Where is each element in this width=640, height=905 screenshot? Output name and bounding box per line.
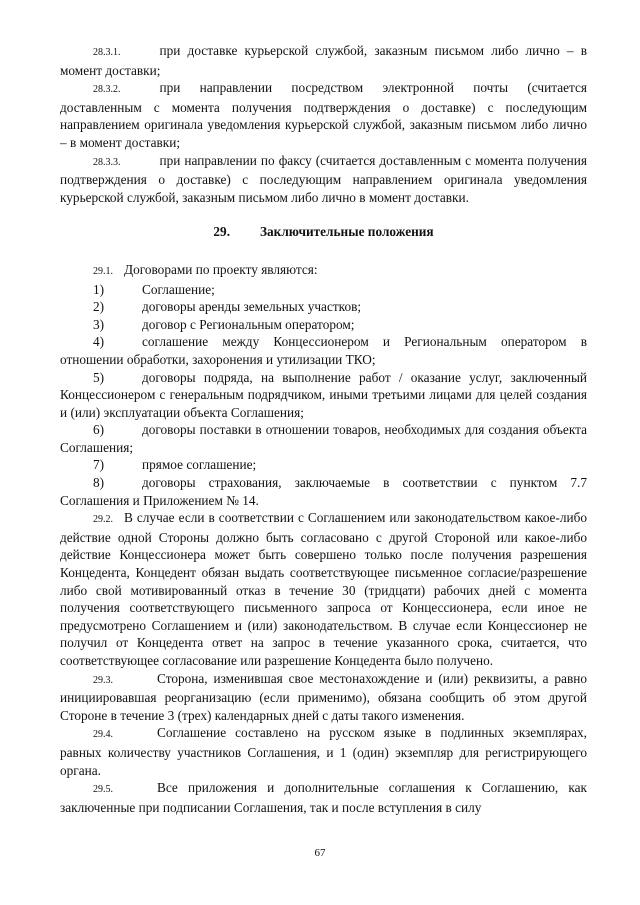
list-text: договор с Региональным оператором; [142,316,355,332]
list-number: 8) [93,475,105,491]
clause-29-3 [60,670,587,725]
list-number: 4) [93,334,105,350]
section-heading [60,223,587,241]
section-number: 29. [213,224,231,240]
list-text: договоры поставки в отношении товаров, необходимых для создания объекта Соглашения; [60,422,587,455]
list-number: 3) [93,316,105,332]
list-item [60,281,587,299]
list-text: Соглашение; [142,281,215,297]
page-number: 67 [314,847,326,859]
list-item [60,421,587,456]
clause-29-2 [60,509,587,669]
clause-28-3-1 [60,42,587,79]
list-number: 7) [93,457,105,473]
clause-29-1 [60,261,587,281]
list-text: договоры страхования, заключаемые в соответствии с пунктом 7.7 Соглашения и Приложением № 14. [60,475,587,508]
clause-number: 29.2. [93,514,113,526]
list-item [60,369,587,422]
clause-text: при направлении посредством электронной почты (считается доставленным с момента получения подтверждения о доставке) с последующим направлением оригинала уведомления курьерской службой, заказным письмом либо лично – в момент доставки; [60,80,587,150]
clause-28-3-2 [60,79,587,151]
clause-number: 29.4. [93,729,113,741]
list-item [60,456,587,474]
list-number: 5) [93,369,105,385]
list-text: договоры подряда, на выполнение работ / оказание услуг, заключенный Концессионером с генеральным подрядчиком, иными третьими лицами для целей создания и (или) эксплуатации объекта Соглашения; [60,369,587,420]
list-number: 2) [93,299,105,315]
clause-29-4 [60,724,587,779]
clause-number: 28.3.2. [93,84,121,96]
list-number: 1) [93,281,105,297]
list-text: соглашение между Концессионером и Региональным оператором в отношении обработки, захоронения и утилизации ТКО; [60,334,587,367]
list-item [60,316,587,334]
clause-number: 29.5. [93,784,113,796]
clause-text: при направлении по факсу (считается доставленным с момента получения подтверждения о доставке) с последующим направлением оригинала уведомления курьерской службой, заказным письмом либо лично в момент доставки. [60,152,587,205]
clause-29-5 [60,779,587,816]
list-item [60,474,587,509]
text-column [60,42,587,816]
clause-number: 28.3.3. [93,156,121,168]
list-item [60,298,587,316]
clause-text: В случае если в соответствии с Соглашением или законодательством какое-либо действие одной Стороны должно быть согласовано с другой Стороной или какое-либо действие Концессионера может быть совершено только после получения разрешения Концедента, Концедент обязан выдать соответствующее письменное согласие/разрешение либо свой мотивированный отказ в течение 30 (тридцати) рабочих дней с момента получения соответствующего письменного запроса от Концессионера, если иное не предусмотрено Соглашением и (или) законодательством. В случае если Концессионер не получил от Концедента ответ на запрос в течение указанного срока, считается, что соответствующее согласование или разрешение Концедента было получено. [60,510,587,668]
list-text: договоры аренды земельных участков; [142,299,362,315]
list-text: прямое соглашение; [142,457,257,473]
clause-number: 28.3.1. [93,47,121,58]
clause-text: Соглашение составлено на русском языке в подлинных экземплярах, равных количеству участников Соглашения, и 1 (один) экземпляр для регистрирующего органа. [60,725,587,778]
list-item [60,333,587,368]
clause-number: 29.3. [93,674,113,686]
section-title: Заключительные положения [260,224,434,240]
list-number: 6) [93,422,105,438]
clause-text: при доставке курьерской службой, заказным письмом либо лично – в момент доставки; [60,43,587,78]
clause-text: Все приложения и дополнительные соглашения к Соглашению, как заключенные при подписании Соглашения, так и после вступления в силу [60,780,587,815]
clause-text: Договорами по проекту являются: [124,261,318,277]
clause-28-3-3 [60,152,587,207]
clause-text: Сторона, изменившая свое местонахождение и (или) реквизиты, а равно инициировавшая реорганизацию (если применимо), обязана сообщить об этом другой Стороне в течение 3 (трех) календарных дней с даты такого изменения. [60,670,587,723]
clause-number: 29.1. [93,265,113,277]
